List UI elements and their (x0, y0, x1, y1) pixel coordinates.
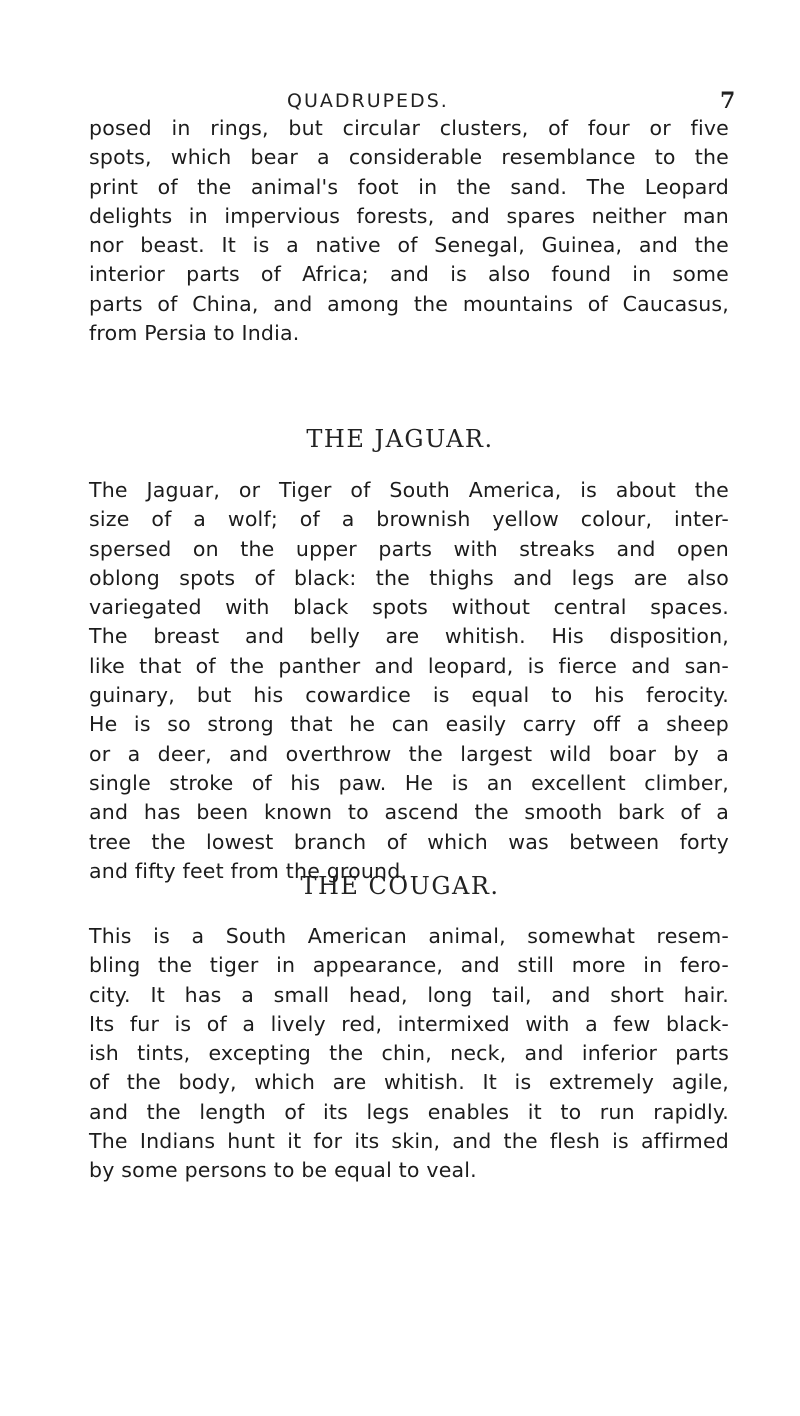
paragraph-line: delights in impervious forests, and spares neither man (89, 203, 729, 228)
page-number: 7 (720, 88, 736, 114)
running-title: QUADRUPEDS. (287, 90, 449, 112)
paragraph-line: He is so strong that he can easily carry off a sheep (89, 712, 729, 737)
paragraph-line: The breast and belly are whitish. His disposition, (89, 624, 729, 649)
intro-paragraph (89, 114, 729, 348)
paragraph-line: of the body, which are whitish. It is extremely agile, (89, 1070, 729, 1095)
paragraph-line: The Indians hunt it for its skin, and the flesh is affirmed (89, 1129, 729, 1154)
paragraph-line: like that of the panther and leopard, is fierce and san- (89, 653, 729, 678)
paragraph-line: and the length of its legs enables it to run rapidly. (89, 1099, 729, 1124)
paragraph-line: print of the animal's foot in the sand. The Leopard (89, 174, 729, 199)
paragraph-line: or a deer, and overthrow the largest wild boar by a (89, 741, 729, 766)
paragraph-line: guinary, but his cowardice is equal to his ferocity. (89, 683, 729, 708)
paragraph-line: interior parts of Africa; and is also found in some (89, 262, 729, 287)
paragraph-line: tree the lowest branch of which was between forty (89, 829, 729, 854)
paragraph-line: parts of China, and among the mountains of Caucasus, (89, 291, 729, 316)
paragraph-line: from Persia to India. (89, 321, 300, 346)
cougar-paragraph (89, 922, 729, 1186)
paragraph-line: bling the tiger in appearance, and still more in fero- (89, 953, 729, 978)
paragraph-line: size of a wolf; of a brownish yellow colour, inter- (89, 507, 729, 532)
paragraph-line: variegated with black spots without central spaces. (89, 595, 729, 620)
paragraph-line: This is a South American animal, somewhat resem- (89, 924, 729, 948)
jaguar-paragraph (89, 476, 729, 886)
paragraph-line: Its fur is of a lively red, intermixed with a few black- (89, 1011, 729, 1036)
paragraph-line: spersed on the upper parts with streaks and open (89, 536, 729, 561)
section-heading-cougar: THE COUGAR. (300, 872, 500, 900)
paragraph-line: The Jaguar, or Tiger of South America, is about the (89, 478, 729, 502)
paragraph-line: and has been known to ascend the smooth bark of a (89, 800, 729, 825)
section-heading-jaguar: THE JAGUAR. (306, 425, 494, 453)
paragraph-line: oblong spots of black: the thighs and legs are also (89, 565, 729, 590)
paragraph-line: city. It has a small head, long tail, and short hair. (89, 982, 729, 1007)
paragraph-line: nor beast. It is a native of Senegal, Guinea, and the (89, 233, 729, 258)
paragraph-line: spots, which bear a considerable resemblance to the (89, 145, 729, 170)
paragraph-line: and fifty feet from the ground. (89, 858, 408, 883)
paragraph-line: ish tints, excepting the chin, neck, and inferior parts (89, 1041, 729, 1066)
paragraph-line: by some persons to be equal to veal. (89, 1158, 477, 1183)
paragraph-line: posed in rings, but circular clusters, of four or five (89, 116, 729, 140)
paragraph-line: single stroke of his paw. He is an excellent climber, (89, 770, 729, 795)
